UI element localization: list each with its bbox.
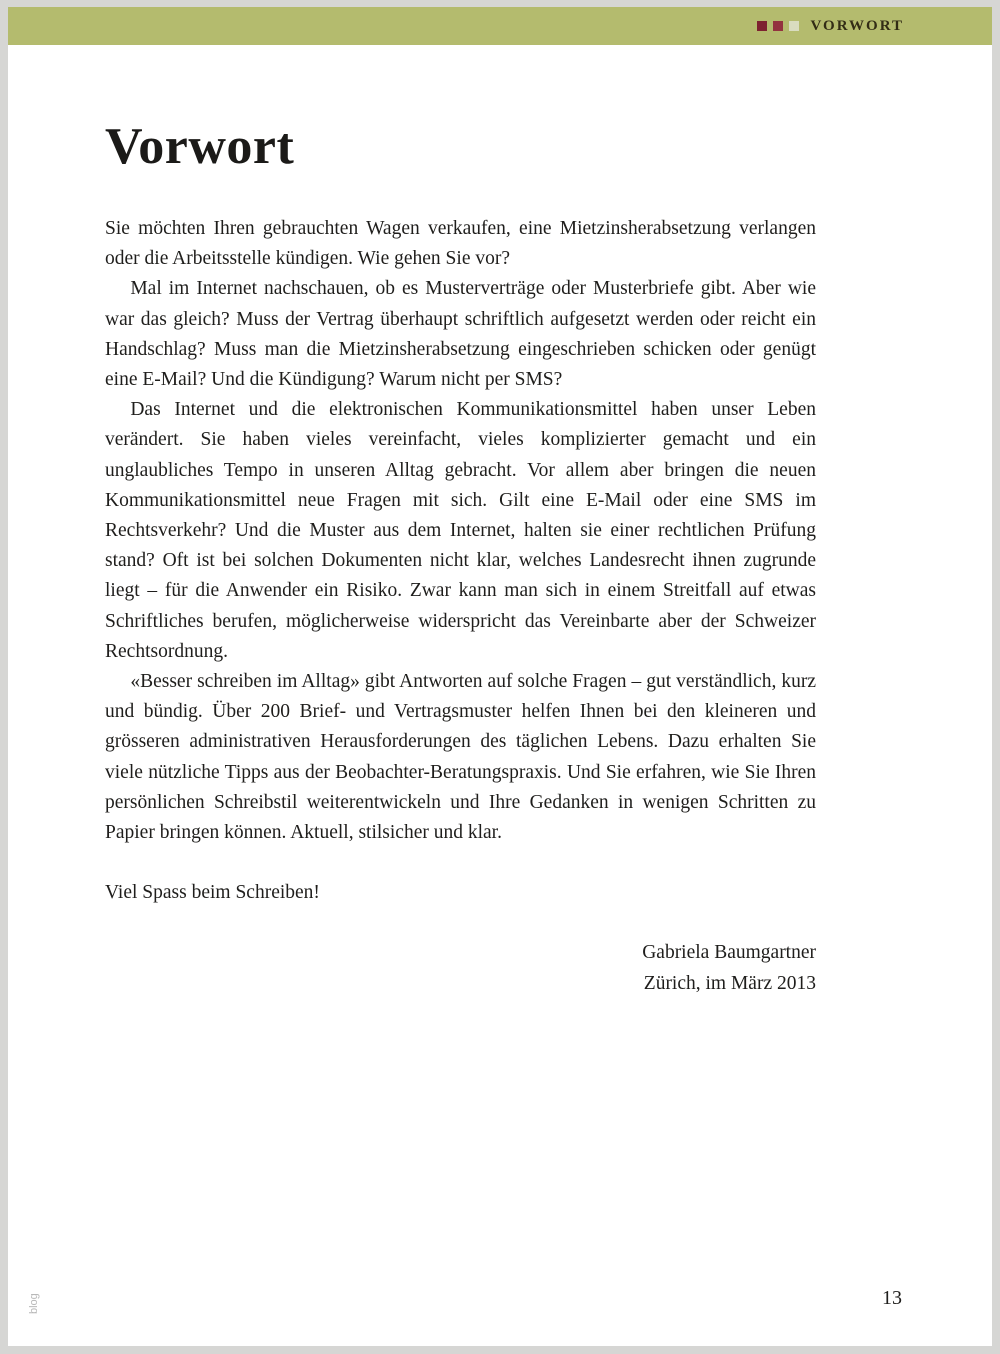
- paragraph: Mal im Internet nachschauen, ob es Musterverträge oder Musterbriefe gibt. Aber wie war das gleich? Muss der Vertrag überhaupt schriftlich aufgesetzt werden oder reicht ein Handschlag? Muss man die Mietzinsherabsetzung eingeschrieben schicken oder genügt eine E-Mail? Und die Kündigung? Warum nicht per SMS?: [105, 278, 816, 391]
- signature-name: Gabriela Baumgartner: [642, 942, 816, 964]
- signature-block: [105, 938, 816, 998]
- page-number: 13: [882, 1287, 902, 1309]
- signature-place-date: Zürich, im März 2013: [643, 972, 816, 994]
- square-icon: [789, 21, 799, 31]
- paragraph: «Besser schreiben im Alltag» gibt Antworten auf solche Fragen – gut verständlich, kurz und bündig. Über 200 Brief- und Vertragsmuster helfen Ihnen bei den kleineren und grösseren administrativen Herausforderungen des täglichen Lebens. Dazu erhalten Sie viele nützliche Tipps aus der Beobachter-Beratungspraxis. Und Sie erfahren, wie Sie Ihren persönlichen Schreibstil weiterentwickeln und Ihre Gedanken in wenigen Schritten zu Papier bringen können. Aktuell, stilsicher und klar.: [105, 671, 816, 844]
- body-text: [105, 214, 816, 848]
- page-content: [8, 45, 992, 999]
- square-icon: [757, 21, 767, 31]
- watermark: blog: [28, 1293, 40, 1314]
- closing-line: Viel Spass beim Schreiben!: [105, 882, 320, 904]
- square-icon: [773, 21, 783, 31]
- paragraph: Sie möchten Ihren gebrauchten Wagen verkaufen, eine Mietzinsherabsetzung verlangen oder die Arbeitsstelle kündigen. Wie gehen Sie vor?: [105, 218, 816, 270]
- header-squares: [757, 21, 799, 31]
- page-title: Vorwort: [105, 118, 295, 175]
- book-page: [8, 7, 992, 1346]
- paragraph: Das Internet und die elektronischen Kommunikationsmittel haben unser Leben verändert. Sie haben vieles vereinfacht, vieles komplizierter gemacht und ein unglaubliches Tempo in unseren Alltag gebracht. Vor allem aber bringen die neuen Kommunikationsmittel neue Fragen mit sich. Gilt eine E-Mail oder eine SMS im Rechtsverkehr? Und die Muster aus dem Internet, halten sie einer rechtlichen Prüfung stand? Oft ist bei solchen Dokumenten nicht klar, welches Landesrecht ihnen zugrunde liegt – für die Anwender ein Risiko. Zwar kann man sich in einem Streitfall auf etwas Schriftliches berufen, möglicherweise widerspricht das Vereinbarte aber der Schweizer Rechtsordnung.: [105, 399, 816, 662]
- chapter-header-label: VORWORT: [810, 17, 904, 34]
- chapter-header-bar: [8, 7, 992, 45]
